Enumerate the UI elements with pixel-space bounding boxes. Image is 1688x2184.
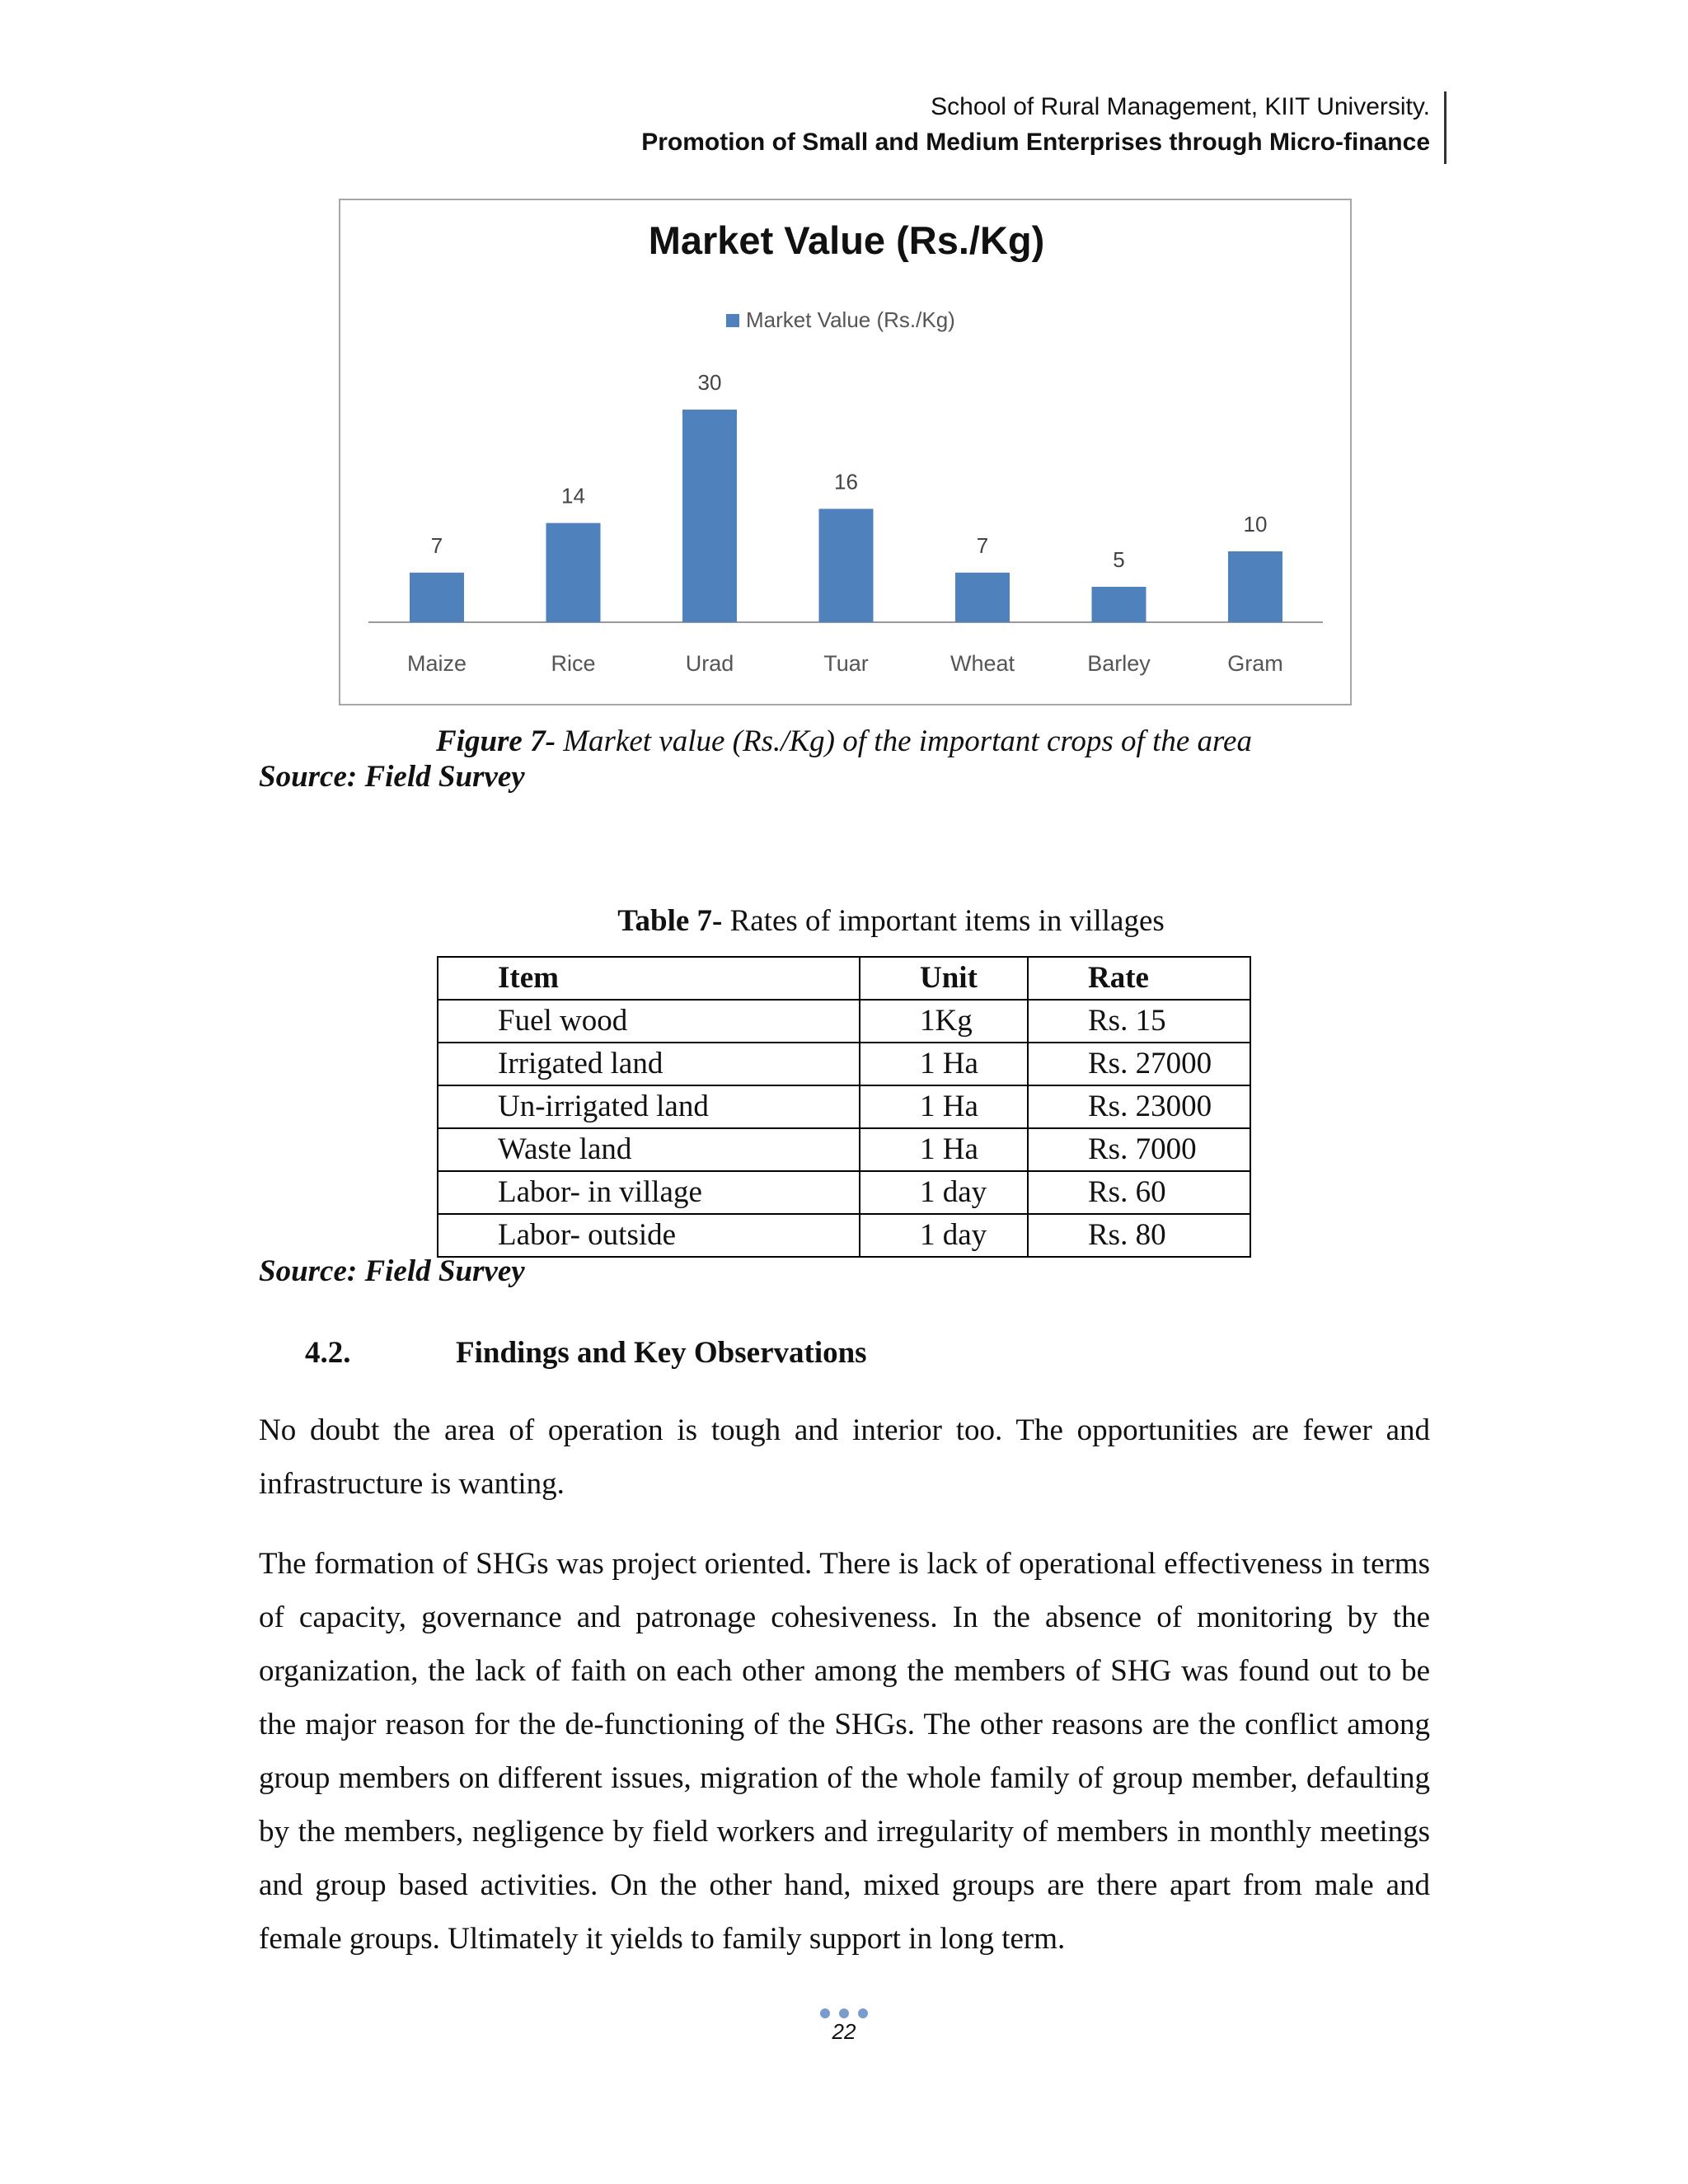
bar-tuar bbox=[819, 509, 874, 622]
bar-urad bbox=[682, 410, 737, 622]
cell-rate: Rs. 23000 bbox=[1028, 1085, 1250, 1128]
figure-source: Source: Field Survey bbox=[259, 760, 525, 794]
x-tick-rice: Rice bbox=[551, 651, 596, 676]
data-label-urad: 30 bbox=[697, 370, 722, 395]
figure-text: Market value (Rs./Kg) of the important crops of the area bbox=[563, 724, 1252, 758]
legend-swatch bbox=[726, 314, 739, 327]
cell-unit: 1 Ha bbox=[860, 1128, 1028, 1171]
figure-label: Figure 7- bbox=[436, 724, 556, 758]
table-row bbox=[438, 1000, 1250, 1043]
cell-item: Labor- outside bbox=[438, 1214, 860, 1257]
table-row bbox=[438, 1128, 1250, 1171]
legend-label: Market Value (Rs./Kg) bbox=[746, 307, 955, 332]
table-header-row bbox=[438, 957, 1250, 1000]
chart-title: Market Value (Rs./Kg) bbox=[648, 218, 1045, 262]
cell-rate: Rs. 80 bbox=[1028, 1214, 1250, 1257]
bar-gram bbox=[1228, 551, 1282, 622]
table-row bbox=[438, 1171, 1250, 1214]
data-label-rice: 14 bbox=[561, 483, 585, 509]
cell-unit: 1Kg bbox=[860, 1000, 1028, 1043]
data-label-wheat: 7 bbox=[976, 532, 989, 558]
x-tick-urad: Urad bbox=[685, 651, 734, 676]
header-rule bbox=[1444, 91, 1447, 164]
table-row bbox=[438, 1214, 1250, 1257]
table-title-text: Rates of important items in villages bbox=[729, 904, 1165, 938]
bar-rice bbox=[546, 523, 601, 622]
page-number: 22 bbox=[832, 2019, 856, 2044]
cell-rate: Rs. 27000 bbox=[1028, 1043, 1250, 1085]
cell-rate: Rs. 15 bbox=[1028, 1000, 1250, 1043]
section-number: 4.2. bbox=[305, 1336, 351, 1370]
header-rate: Rate bbox=[1028, 957, 1250, 1000]
x-tick-wheat: Wheat bbox=[950, 651, 1015, 676]
section-title: Findings and Key Observations bbox=[456, 1336, 867, 1370]
bar-wheat bbox=[955, 573, 1010, 622]
data-label-barley: 5 bbox=[1113, 547, 1125, 572]
table-source: Source: Field Survey bbox=[259, 1254, 525, 1288]
cell-item: Waste land bbox=[438, 1128, 860, 1171]
chart-canvas bbox=[340, 200, 1353, 707]
bar-barley bbox=[1092, 587, 1146, 622]
cell-item: Irrigated land bbox=[438, 1043, 860, 1085]
header-institution: School of Rural Management, KIIT University. bbox=[931, 93, 1430, 120]
table-row bbox=[438, 1085, 1250, 1128]
header-unit: Unit bbox=[860, 957, 1028, 1000]
cell-unit: 1 Ha bbox=[860, 1043, 1028, 1085]
data-label-gram: 10 bbox=[1243, 512, 1268, 537]
header-project-title: Promotion of Small and Medium Enterprises through Micro-finance bbox=[641, 129, 1430, 156]
cell-item: Un-irrigated land bbox=[438, 1085, 860, 1128]
data-label-maize: 7 bbox=[430, 532, 443, 558]
figure-caption bbox=[0, 724, 1688, 759]
cell-unit: 1 day bbox=[860, 1214, 1028, 1257]
cell-item: Labor- in village bbox=[438, 1171, 860, 1214]
table-title bbox=[0, 903, 1688, 939]
paragraph: No doubt the area of operation is tough and interior too. The opportunities are fewer and infrastructure is wanting. bbox=[259, 1413, 1430, 1501]
header-item: Item bbox=[438, 957, 860, 1000]
x-tick-maize: Maize bbox=[406, 651, 467, 676]
paragraph: The formation of SHGs was project oriented. There is lack of operational effectiveness in terms of capacity, governance and patronage cohesiveness. In the absence of monitoring by the organization, the lack of faith on each other among the members of SHG was found out to be the major reason for the de-functioning of the SHGs. The other reasons are the conflict among group members on different issues, migration of the whole family of group member, defaulting by the members, negligence by field workers and irregularity of members in monthly meetings and group based activities. On the other hand, mixed groups are there apart from male and female groups. Ultimately it yields to family support in long term. bbox=[259, 1547, 1430, 1956]
table-label: Table 7- bbox=[617, 904, 723, 938]
cell-rate: Rs. 7000 bbox=[1028, 1128, 1250, 1171]
x-tick-barley: Barley bbox=[1087, 651, 1151, 676]
x-tick-gram: Gram bbox=[1227, 651, 1283, 676]
market-value-chart bbox=[339, 199, 1352, 705]
rates-table bbox=[437, 956, 1251, 1258]
cell-rate: Rs. 60 bbox=[1028, 1171, 1250, 1214]
cell-unit: 1 day bbox=[860, 1171, 1028, 1214]
page-dots-ornament bbox=[819, 2007, 869, 2020]
cell-unit: 1 Ha bbox=[860, 1085, 1028, 1128]
data-label-tuar: 16 bbox=[834, 469, 858, 494]
cell-item: Fuel wood bbox=[438, 1000, 860, 1043]
table-row bbox=[438, 1043, 1250, 1085]
x-tick-tuar: Tuar bbox=[823, 651, 869, 676]
bar-maize bbox=[410, 573, 464, 622]
